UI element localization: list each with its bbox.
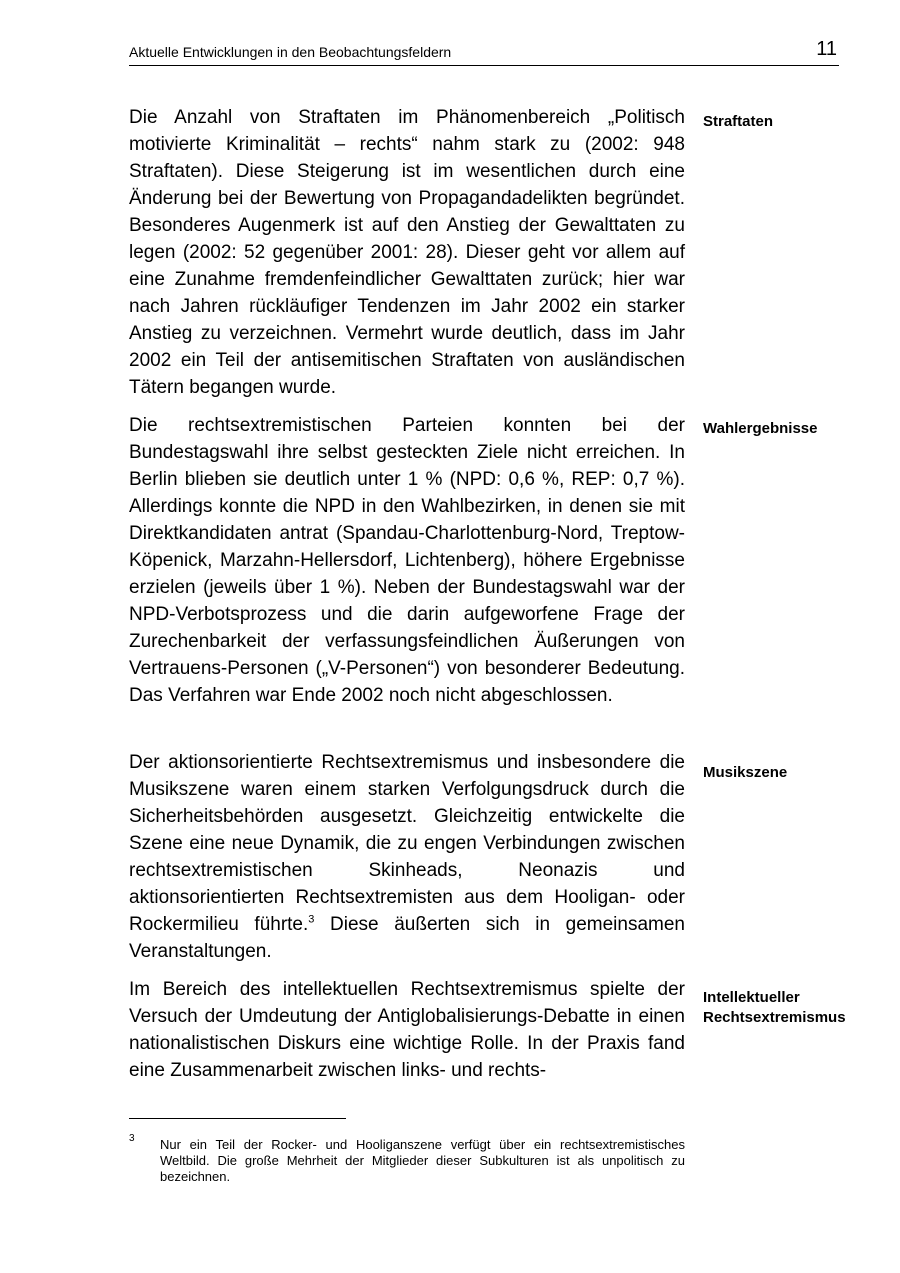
header-title: Aktuelle Entwicklungen in den Beobachtungsfeldern bbox=[129, 44, 452, 60]
margin-note-wahlergebnisse: Wahlergebnisse bbox=[703, 420, 818, 437]
page-header bbox=[129, 38, 839, 66]
margin-note-intellektueller-rechtsextremismus: Intellektueller Rechtsextremismus bbox=[703, 989, 846, 1026]
footnote-number: 3 bbox=[129, 1133, 135, 1144]
margin-note-straftaten: Straftaten bbox=[703, 113, 774, 130]
paragraph-musikszene bbox=[129, 749, 685, 965]
page-number: 11 bbox=[816, 38, 837, 60]
footnote-divider bbox=[129, 1118, 346, 1119]
paragraph-musikszene-text: Der aktionsorientierte Rechtsextremismus und insbesondere die Musikszene waren einem starken Verfolgungsdruck durch die Sicherheitsbehörden ausgesetzt. Gleichzeitig entwickelte die Szene eine neue Dynamik, die zu engen Verbindungen zwischen rechtsextremistischen Skinheads, Neonazis und aktionsorientierten Rechtsextremisten aus dem Hooligan- oder Rockermilieu führte. bbox=[129, 752, 685, 935]
margin-note-musikszene: Musikszene bbox=[703, 764, 788, 781]
paragraph-intellektueller-rechtsextremismus: Im Bereich des intellektuellen Rechtsextremismus spielte der Versuch der Umdeutung der Antiglobalisierungs-Debatte in einen nationalistischen Diskurs eine wichtige Rolle. In der Praxis fand eine Zusammenarbeit zwischen links- und rechts- bbox=[129, 979, 685, 1081]
footnote-reference: 3 bbox=[308, 913, 315, 926]
footnote-text: Nur ein Teil der Rocker- und Hooliganszene verfügt über ein rechtsextremistisches Weltbild. Die große Mehrheit der Mitglieder dieser Subkulturen ist als unpolitisch zu bezeichnen. bbox=[160, 1137, 685, 1184]
paragraph-wahlergebnisse: Die rechtsextremistischen Parteien konnten bei der Bundestagswahl ihre selbst gesteckten Ziele nicht erreichen. In Berlin blieben sie deutlich unter 1 % (NPD: 0,6 %, REP: 0,7 %). Allerdings konnte die NPD in den Wahlbezirken, in denen sie mit Direktkandidaten antrat (Spandau-Charlottenburg-Nord, Treptow-Köpenick, Marzahn-Hellersdorf, Lichtenberg), höhere Ergebnisse erzielen (jeweils über 1 %). Neben der Bundestagswahl war der NPD-Verbotsprozess und die darin aufgeworfene Frage der Zurechenbarkeit der verfassungsfeindlichen Äußerungen von Vertrauens-Personen („V-Personen“) von besonderer Bedeutung. Das Verfahren war Ende 2002 noch nicht abgeschlossen. bbox=[129, 415, 685, 706]
paragraph-musikszene-text-continued: Diese äußerten sich in gemeinsamen Veranstaltungen. bbox=[129, 914, 685, 962]
paragraph-straftaten: Die Anzahl von Straftaten im Phänomenbereich „Politisch motivierte Kriminalität – rechts“ nahm stark zu (2002: 948 Straftaten). Diese Steigerung ist im wesentlichen durch eine Änderung bei der Bewertung von Propagandadelikten begründet. Besonderes Augenmerk ist auf den Anstieg der Gewalttaten zu legen (2002: 52 gegenüber 2001: 28). Dieser geht vor allem auf eine Zunahme fremdenfeindlicher Gewalttaten zurück; hier war nach Jahren rückläufiger Tendenzen im Jahr 2002 ein starker Anstieg zu verzeichnen. Vermehrt wurde deutlich, dass im Jahr 2002 ein Teil der antisemitischen Straftaten von ausländischen Tätern begangen wurde. bbox=[129, 107, 685, 398]
